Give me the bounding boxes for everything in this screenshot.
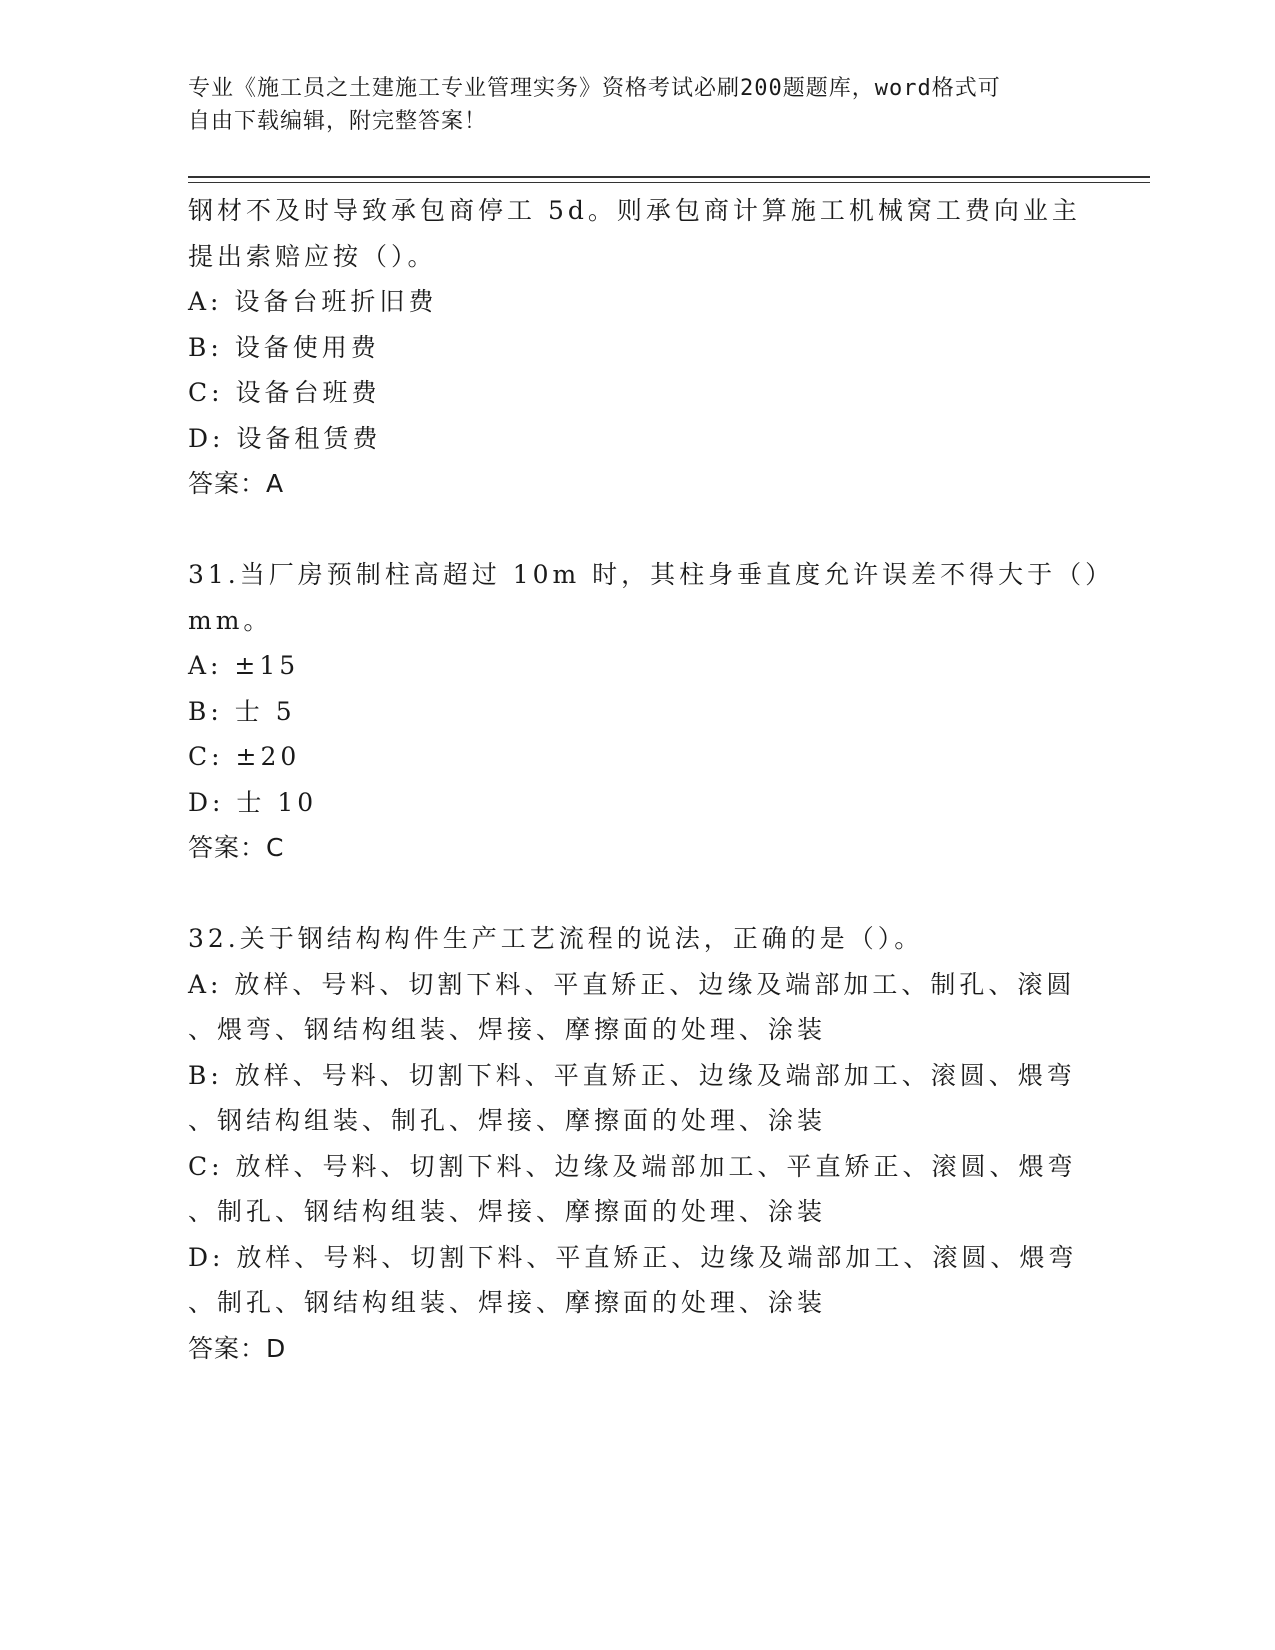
question-content	[188, 188, 1115, 1371]
option-c-continued: 、制孔、钢结构组装、焊接、摩擦面的处理、涂装	[188, 1197, 827, 1226]
question-stem-line: 31.当厂房预制柱高超过 10m 时，其柱身垂直度允许误差不得大于（）	[188, 560, 1115, 589]
option-c: C: ±20	[188, 742, 301, 771]
option-c: C: 放样、号料、切割下料、边缘及端部加工、平直矫正、滚圆、煨弯	[188, 1151, 1077, 1181]
option-c: C: 设备台班费	[188, 378, 381, 407]
header-line-1: 专业《施工员之土建施工专业管理实务》资格考试必刷200题题库，word格式可	[188, 76, 1001, 101]
option-d: D: 设备租赁费	[188, 423, 382, 453]
question-31	[188, 552, 1115, 871]
question-stem-line: 提出索赔应按（）。	[188, 241, 437, 271]
option-b-continued: 、钢结构组装、制孔、焊接、摩擦面的处理、涂装	[188, 1106, 827, 1135]
question-30	[188, 188, 1088, 507]
option-a: A: ±15	[188, 651, 300, 680]
question-stem-line: mm。	[188, 605, 273, 635]
option-a: A: 设备台班折旧费	[188, 287, 438, 316]
header-line-2: 自由下载编辑，附完整答案！	[188, 109, 488, 134]
option-b: B: 士 5	[188, 696, 296, 726]
header-rule-thick	[188, 176, 1150, 178]
option-d: D: 士 10	[188, 787, 318, 817]
option-d-continued: 、制孔、钢结构组装、焊接、摩擦面的处理、涂装	[188, 1288, 827, 1317]
option-d: D: 放样、号料、切割下料、平直矫正、边缘及端部加工、滚圆、煨弯	[188, 1242, 1078, 1272]
option-b: B: 设备使用费	[188, 332, 380, 362]
question-stem-line: 32.关于钢结构构件生产工艺流程的说法，正确的是（）。	[188, 924, 924, 953]
question-32	[188, 916, 1088, 1371]
header-rule-thin	[188, 182, 1150, 183]
answer-label: 答案：A	[188, 469, 285, 498]
option-b: B: 放样、号料、切割下料、平直矫正、边缘及端部加工、滚圆、煨弯	[188, 1060, 1076, 1090]
option-a-continued: 、煨弯、钢结构组装、焊接、摩擦面的处理、涂装	[188, 1015, 827, 1044]
question-stem-line: 钢材不及时导致承包商停工 5d。则承包商计算施工机械窝工费向业主	[188, 196, 1081, 225]
spacer	[188, 507, 1088, 553]
page-header	[188, 72, 1068, 138]
answer-label: 答案：D	[188, 1333, 287, 1363]
spacer	[188, 871, 1088, 917]
option-a: A: 放样、号料、切割下料、平直矫正、边缘及端部加工、制孔、滚圆	[188, 969, 1076, 999]
answer-label: 答案：C	[188, 833, 285, 862]
